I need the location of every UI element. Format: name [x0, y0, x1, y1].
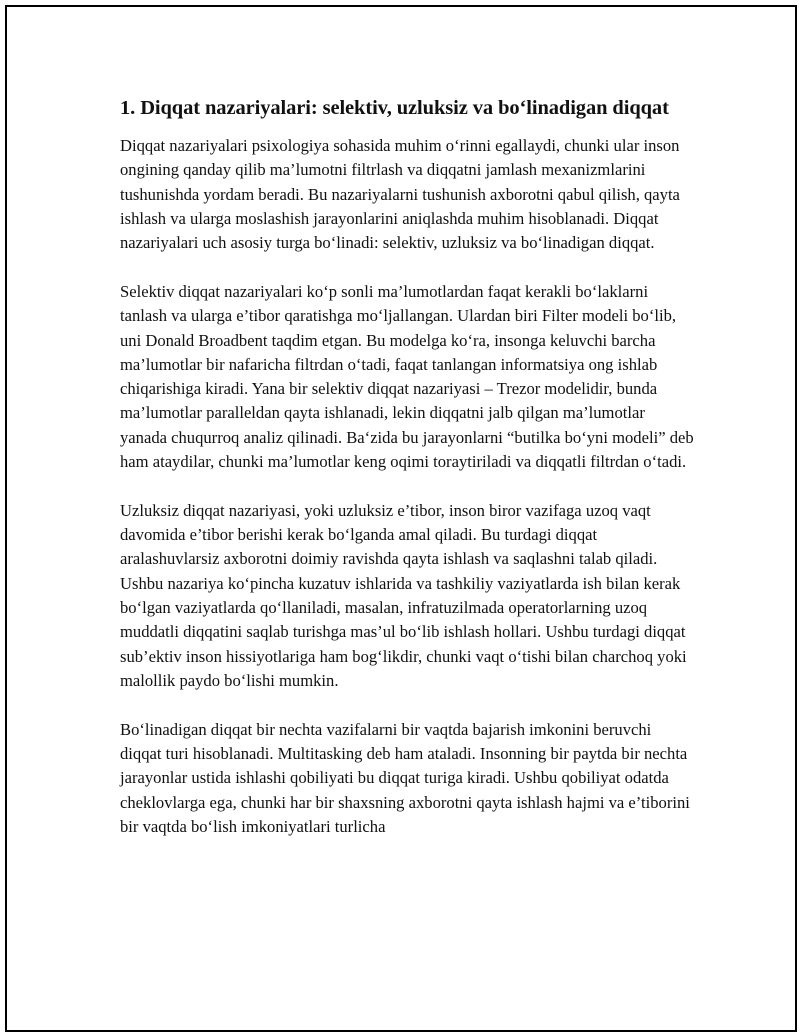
section-heading: 1. Diqqat nazariyalari: selektiv, uzluksiz va bo‘linadigan diqqat — [120, 97, 669, 119]
paragraph-intro: Diqqat nazariyalari psixologiya sohasida muhim o‘rinni egallaydi, chunki ular inson ongining qanday qilib ma’lumotni filtrlash va diqqatni jamlash mexanizmlarini tushunishda yordam beradi. Bu nazariyalarni tushunish axborotni qabul qilish, qayta ishlash va ularga moslashish jarayonlarini aniqlashda muhim hisoblanadi. Diqqat nazariyalari uch asosiy turga bo‘linadi: selektiv, uzluksiz va bo‘linadigan diqqat. — [120, 136, 680, 253]
document-body — [120, 95, 695, 864]
paragraph-divided-attention: Bo‘linadigan diqqat bir nechta vazifalarni bir vaqtda bajarish imkonini beruvchi diqqat turi hisoblanadi. Multitasking deb ham ataladi. Insonning bir paytda bir nechta jarayonlar ustida ishlashi qobiliyati bu diqqat turiga kiradi. Ushbu qobiliyat odatda cheklovlarga ega, chunki har bir shaxsning axborotni qayta ishlash hajmi va e’tiborini bir vaqtda bo‘lish imkoniyatlari turlicha — [120, 719, 690, 836]
paragraph-selective-attention: Selektiv diqqat nazariyalari ko‘p sonli ma’lumotlardan faqat kerakli bo‘laklarni tanlash va ularga e’tibor qaratishga mo‘ljallangan. Ulardan biri Filter modeli bo‘lib, uni Donald Broadbent taqdim etgan. Bu modelga ko‘ra, insonga keluvchi barcha ma’lumotlar bir nafaricha filtrdan o‘tadi, faqat tanlangan informatsiya ong ishlab chiqarishiga kiradi. Yana bir selektiv diqqat nazariyasi – Trezor modelidir, bunda ma’lumotlar paralleldan qayta ishlanadi, lekin diqqatni jalb qilgan ma’lumotlar yanada chuqurroq analiz qilinadi. Ba‘zida bu jarayonlarni “butilka bo‘yni modeli” deb ham ataydilar, chunki ma’lumotlar keng oqimi toraytiriladi va diqqatli filtrdan o‘tadi. — [120, 281, 694, 472]
document-page — [5, 5, 797, 1032]
paragraph-sustained-attention: Uzluksiz diqqat nazariyasi, yoki uzluksiz e’tibor, inson biror vazifaga uzoq vaqt davomida e’tibor berishi kerak bo‘lganda amal qiladi. Bu turdagi diqqat aralashuvlarsiz axborotni doimiy ravishda qayta ishlash va saqlashni talab qiladi. Ushbu nazariya ko‘pincha kuzatuv ishlarida va tashkiliy vaziyatlarda ish bilan kerak bo‘lgan vaziyatlarda qo‘llaniladi, masalan, infratuzilmada operatorlarning uzoq muddatli diqqatini saqlab turishga mas’ul bo‘lib ishlash hollari. Ushbu turdagi diqqat sub’ektiv inson hissiyotlariga ham bog‘likdir, chunki vaqt o‘tishi bilan charchoq yoki malollik paydo bo‘lishi mumkin. — [120, 500, 687, 690]
